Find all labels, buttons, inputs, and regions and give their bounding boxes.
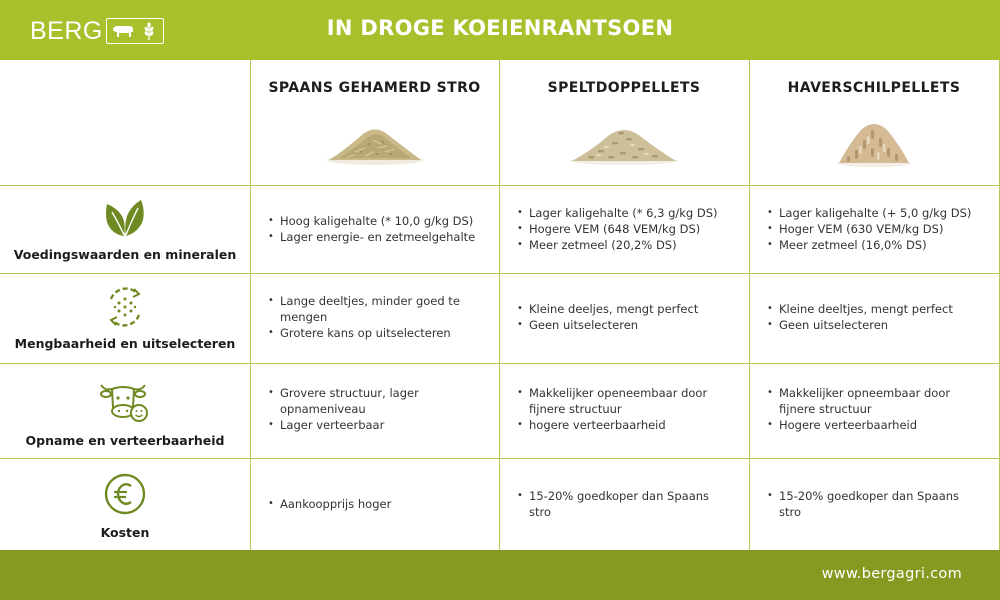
list-item: • Makkelijker opneembaar door fijnere structuur: [765, 385, 980, 417]
cow-smiley-icon: [97, 377, 153, 423]
list-item: • Aankoopprijs hoger: [266, 496, 391, 512]
spelt-pellets-image: [568, 120, 680, 166]
euro-icon: [103, 472, 147, 516]
list-item: • Hoog kaligehalte (* 10,0 g/kg DS): [266, 213, 475, 229]
row-label-opname: [0, 363, 250, 458]
cell-meng-spelt: [505, 273, 743, 363]
column-header-speltdoppellets: [499, 60, 749, 185]
list-item: • Grovere structuur, lager opnameniveau: [266, 385, 446, 417]
cell-opname-spelt: [505, 363, 743, 458]
oat-pellets-image: [835, 116, 913, 168]
cell-kosten-spelt: [505, 458, 743, 550]
list-item: • Lager energie- en zetmeelgehalte: [266, 229, 475, 245]
footer-bar: [0, 550, 1000, 600]
list-item: • 15-20% goedkoper dan Spaans stro: [765, 488, 980, 520]
cell-opname-haver: [755, 363, 993, 458]
cell-voeding-spelt: [505, 185, 743, 273]
row-label-kosten: [0, 458, 250, 550]
cell-voeding-haver: [755, 185, 993, 273]
row-label-text: Mengbaarheid en uitselecteren: [14, 336, 236, 351]
list-item: • Lager kaligehalte (+ 5,0 g/kg DS): [765, 205, 971, 221]
header-bar: [0, 0, 1000, 60]
column-title: HAVERSCHILPELLETS: [787, 80, 961, 96]
list-item: • 15-20% goedkoper dan Spaans stro: [515, 488, 730, 520]
list-item: • Meer zetmeel (20,2% DS): [515, 237, 718, 253]
column-header-spaans-stro: [250, 60, 499, 185]
list-item: • Kleine deeltjes, mengt perfect: [765, 301, 953, 317]
logo-text: BERG: [30, 17, 103, 45]
mixing-cycle-icon: [103, 285, 147, 329]
list-item: • hogere verteerbaarheid: [515, 417, 730, 433]
row-label-text: Kosten: [100, 525, 150, 540]
list-item: • Lange deeltjes, minder goed te mengen: [266, 293, 466, 325]
cell-kosten-haver: [755, 458, 993, 550]
row-label-text: Opname en verteerbaarheid: [25, 433, 225, 448]
list-item: • Hogere VEM (648 VEM/kg DS): [515, 221, 718, 237]
row-label-text: Voedingswaarden en mineralen: [13, 247, 237, 262]
column-title: SPELTDOPPELLETS: [547, 80, 701, 96]
list-item: • Meer zetmeel (16,0% DS): [765, 237, 971, 253]
list-item: • Makkelijker openeembaar door fijnere structuur: [515, 385, 730, 417]
row-label-voedingswaarden: [0, 185, 250, 273]
list-item: • Geen uitselecteren: [765, 317, 953, 333]
page-title: IN DROGE KOEIENRANTSOEN: [326, 16, 674, 40]
column-header-haverschilpellets: [749, 60, 999, 185]
straw-pile-image: [325, 122, 425, 166]
list-item: • Lager verteerbaar: [266, 417, 446, 433]
list-item: • Grotere kans op uitselecteren: [266, 325, 466, 341]
cell-opname-stro: [256, 363, 494, 458]
leaves-icon: [103, 198, 147, 238]
row-label-mengbaarheid: [0, 273, 250, 363]
cell-meng-haver: [755, 273, 993, 363]
list-item: • Hogere verteerbaarheid: [765, 417, 980, 433]
list-item: • Lager kaligehalte (* 6,3 g/kg DS): [515, 205, 718, 221]
list-item: • Geen uitselecteren: [515, 317, 698, 333]
list-item: • Kleine deeljes, mengt perfect: [515, 301, 698, 317]
cell-meng-stro: [256, 273, 494, 363]
list-item: • Hoger VEM (630 VEM/kg DS): [765, 221, 971, 237]
cell-voeding-stro: [256, 185, 494, 273]
column-title: SPAANS GEHAMERD STRO: [268, 80, 481, 96]
comparison-table: [0, 60, 1000, 550]
cell-kosten-stro: [256, 458, 494, 550]
website-link[interactable]: www.bergagri.com: [821, 566, 962, 582]
